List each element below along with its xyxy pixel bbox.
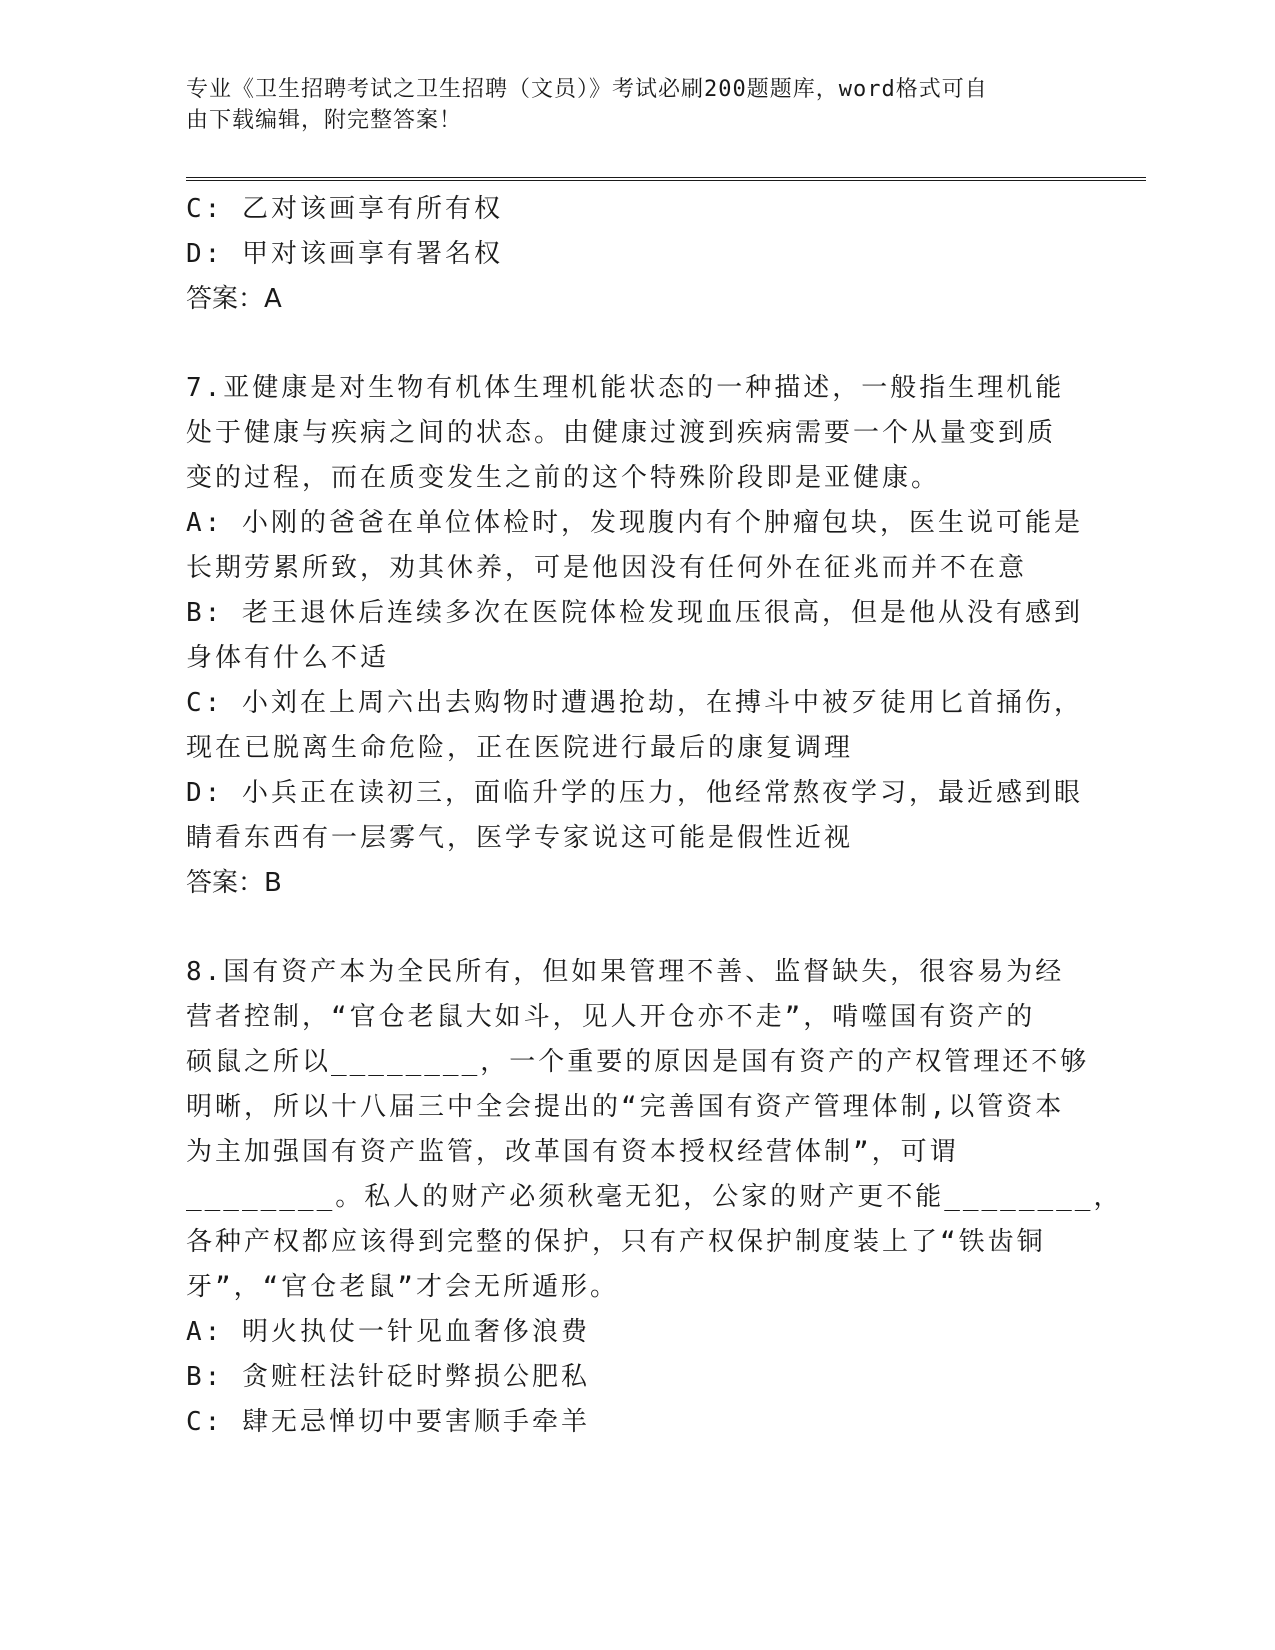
- q8-stem-line: 各种产权都应该得到完整的保护，只有产权保护制度装上了“铁齿铜: [186, 1227, 1046, 1257]
- q7-stem-line: 7.亚健康是对生物有机体生理机能状态的一种描述，一般指生理机能: [186, 373, 1065, 403]
- q7-option-c-cont: 现在已脱离生命危险，正在医院进行最后的康复调理: [186, 733, 854, 763]
- q7-option-c: C: 小刘在上周六出去购物时遭遇抢劫，在搏斗中被歹徒用匕首捅伤，: [186, 688, 1083, 718]
- q8-stem-line: 硕鼠之所以________，一个重要的原因是国有资产的产权管理还不够: [186, 1047, 1090, 1077]
- document-body: [186, 187, 1123, 1445]
- q8-option-c: C: 肆无忌惮切中要害顺手牵羊: [186, 1407, 590, 1437]
- q7-option-a: A: 小刚的爸爸在单位体检时，发现腹内有个肿瘤包块，医生说可能是: [186, 508, 1083, 538]
- q8-stem-line: 牙”，“官仓老鼠”才会无所遁形。: [186, 1272, 619, 1302]
- q6-answer: 答案：A: [186, 284, 282, 314]
- q8-stem-line: 为主加强国有资产监管，改革国有资本授权经营体制”，可谓: [186, 1137, 959, 1167]
- q7-option-a-cont: 长期劳累所致，劝其休养，可是他因没有任何外在征兆而并不在意: [186, 553, 1028, 583]
- q7-option-d-cont: 睛看东西有一层雾气，医学专家说这可能是假性近视: [186, 823, 854, 853]
- q7-option-b-cont: 身体有什么不适: [186, 643, 390, 673]
- spacer: [186, 322, 1066, 366]
- header-title-line-2: 由下载编辑，附完整答案！: [186, 108, 463, 133]
- q7-stem-line: 变的过程，而在质变发生之前的这个特殊阶段即是亚健康。: [186, 463, 941, 493]
- q8-option-b: B: 贪赃枉法针砭时弊损公肥私: [186, 1362, 590, 1392]
- spacer: [186, 906, 1066, 950]
- q6-option-d: D: 甲对该画享有署名权: [186, 239, 503, 269]
- header-divider: [186, 177, 1146, 181]
- q7-stem-line: 处于健康与疾病之间的状态。由健康过渡到疾病需要一个从量变到质: [186, 418, 1057, 448]
- header-title-line-1: 专业《卫生招聘考试之卫生招聘（文员）》考试必刷200题题库，word格式可自: [186, 77, 988, 102]
- q7-option-d: D: 小兵正在读初三，面临升学的压力，他经常熬夜学习，最近感到眼: [186, 778, 1083, 808]
- q7-option-b: B: 老王退休后连续多次在医院体检发现血压很高，但是他从没有感到: [186, 598, 1083, 628]
- q7-answer: 答案：B: [186, 868, 282, 898]
- q6-option-c: C: 乙对该画享有所有权: [186, 194, 503, 224]
- q8-stem-line: 8.国有资产本为全民所有，但如果管理不善、监督缺失，很容易为经: [186, 957, 1065, 987]
- q8-stem-line: 明晰，所以十八届三中全会提出的“完善国有资产管理体制,以管资本: [186, 1092, 1065, 1122]
- q8-stem-line: 营者控制，“官仓老鼠大如斗，见人开仓亦不走”，啃噬国有资产的: [186, 1002, 1036, 1032]
- q8-stem-line: ________。私人的财产必须秋毫无犯，公家的财产更不能________，: [186, 1182, 1123, 1212]
- q8-option-a: A: 明火执仗一针见血奢侈浪费: [186, 1317, 590, 1347]
- document-header: [186, 74, 1066, 136]
